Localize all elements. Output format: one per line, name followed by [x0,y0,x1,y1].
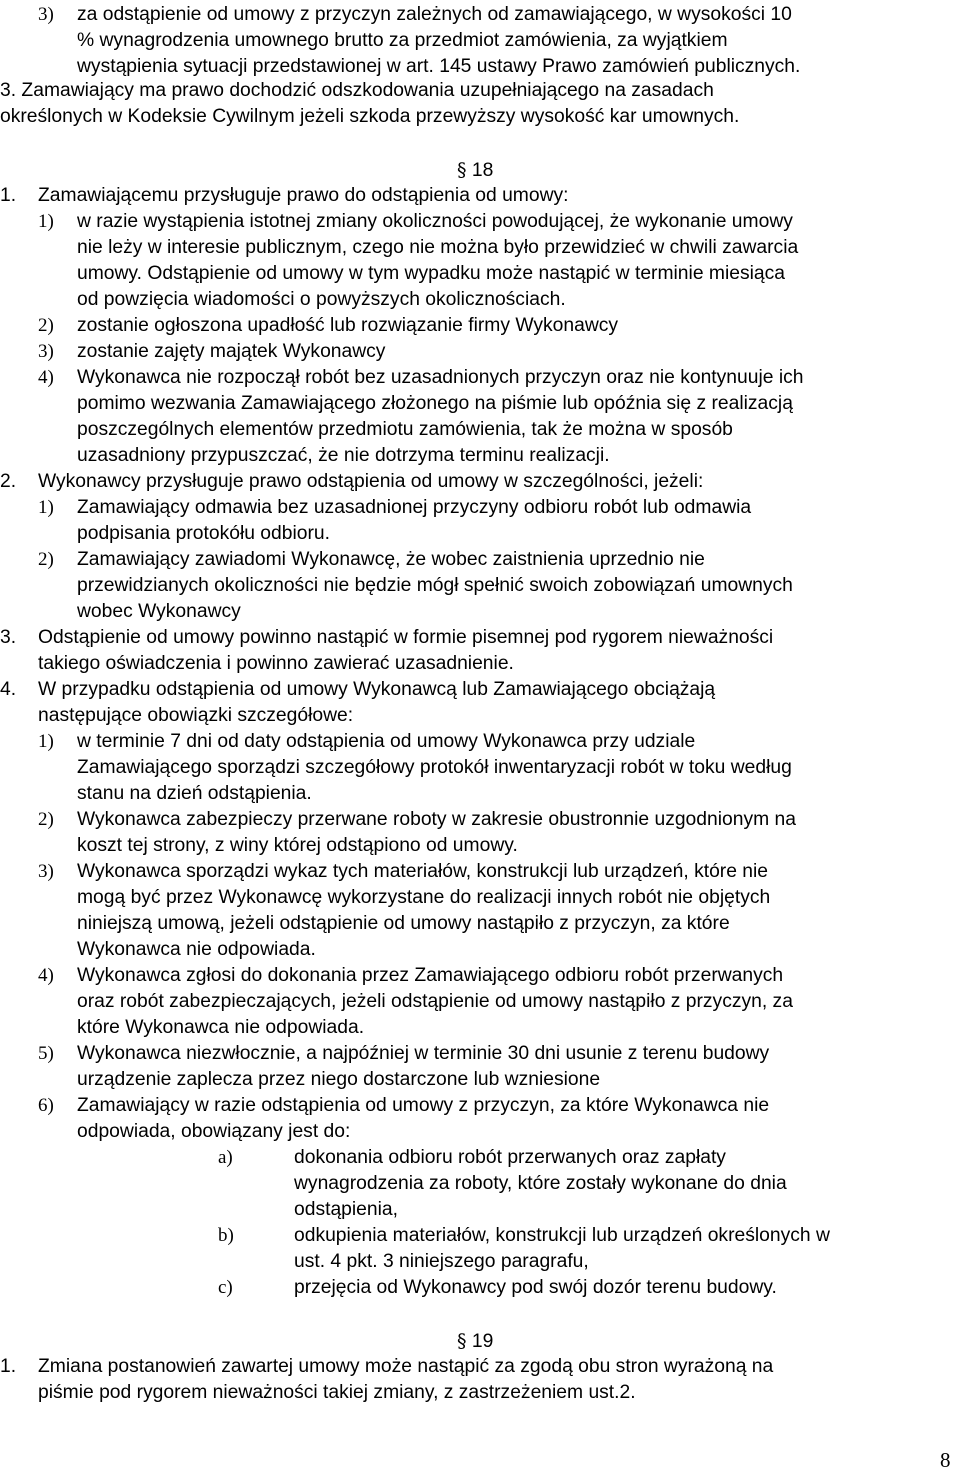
item-number: 4) [38,367,54,388]
paragraph-number: 3. [0,627,17,648]
item-number: 2) [38,549,54,570]
item-number: 1) [38,731,54,752]
item-text-line: wobec Wykonawcy [77,601,241,622]
item-text-line: Wykonawca niezwłocznie, a najpóźniej w terminie 30 dni usunie z terenu budowy [77,1043,770,1064]
paragraph-line: W przypadku odstąpienia od umowy Wykonawcą lub Zamawiającego obciążają [38,679,716,700]
item-text-line: przewidzianych okoliczności nie będzie mógł spełnić swoich zobowiązań umownych [77,575,793,596]
item-text-line: odpowiada, obowiązany jest do: [77,1121,351,1142]
section-number: 19 [471,1331,494,1352]
section-heading [457,157,493,184]
item-number: 1) [38,211,54,232]
item-number: 3) [38,4,54,25]
item-text-line: urządzenie zaplecza przez niego dostarczone lub wzniesione [77,1069,601,1090]
item-number: 3) [38,861,54,882]
item-text-line: nie leży w interesie publicznym, czego nie można było przewidzieć w chwili zawarcia [77,237,799,258]
subitem-letter: a) [218,1147,233,1168]
subitem-letter: b) [218,1225,234,1246]
section-heading [457,1328,493,1355]
item-text-line: w terminie 7 dni od daty odstąpienia od umowy Wykonawca przy udziale [77,731,696,752]
subitem-text-line: odstąpienia, [294,1199,398,1220]
item-text-line: za odstąpienie od umowy z przyczyn zależnych od zamawiającego, w wysokości 10 [77,4,792,25]
paragraph-number: 1. [0,185,17,206]
item-text-line: mogą być przez Wykonawcę wykorzystane do realizacji innych robót nie objętych [77,887,771,908]
paragraph-line: Zmiana postanowień zawartej umowy może nastąpić za zgodą obu stron wyrażoną na [38,1356,774,1377]
item-text-line: od powzięcia wiadomości o powyższych okolicznościach. [77,289,566,310]
page-number: 8 [940,1448,951,1472]
paragraph-line: określonych w Kodeksie Cywilnym jeżeli szkoda przewyższy wysokość kar umownych. [0,106,740,127]
item-text-line: % wynagrodzenia umownego brutto za przedmiot zamówienia, za wyjątkiem [77,30,728,51]
section-symbol: § [457,1330,467,1352]
subitem-letter: c) [218,1277,233,1298]
item-text-line: zostanie zajęty majątek Wykonawcy [77,341,386,362]
item-number: 1) [38,497,54,518]
item-text-line: koszt tej strony, z winy której odstąpiono od umowy. [77,835,518,856]
paragraph-line: 3. Zamawiający ma prawo dochodzić odszkodowania uzupełniającego na zasadach [0,80,714,101]
item-text-line: wystąpienia sytuacji przedstawionej w art. 145 ustawy Prawo zamówień publicznych. [77,56,801,77]
item-text-line: Wykonawca nie odpowiada. [77,939,316,960]
section-symbol: § [457,159,467,181]
paragraph-number: 2. [0,471,17,492]
paragraph-line: takiego oświadczenia i powinno zawierać uzasadnienie. [38,653,514,674]
item-text-line: oraz robót zabezpieczających, jeżeli odstąpienie od umowy nastąpiło z przyczyn, za [77,991,793,1012]
paragraph-number: 1. [0,1356,17,1377]
item-number: 2) [38,315,54,336]
paragraph-line: następujące obowiązki szczegółowe: [38,705,354,726]
item-text-line: uzasadniony przypuszczać, że nie dotrzyma terminu realizacji. [77,445,610,466]
item-text-line: Wykonawca zabezpieczy przerwane roboty w zakresie obustronnie uzgodnionym na [77,809,796,830]
subitem-text-line: dokonania odbioru robót przerwanych oraz zapłaty [294,1147,726,1168]
item-text-line: które Wykonawca nie odpowiada. [77,1017,365,1038]
item-text-line: pomimo wezwania Zamawiającego złożonego na piśmie lub opóźnia się z realizacją [77,393,793,414]
paragraph-line: Odstąpienie od umowy powinno nastąpić w formie pisemnej pod rygorem nieważności [38,627,774,648]
paragraph-text: Zamawiającemu przysługuje prawo do odstąpienia od umowy: [38,185,569,206]
item-text-line: Wykonawca zgłosi do dokonania przez Zamawiającego odbioru robót przerwanych [77,965,784,986]
item-text-line: stanu na dzień odstąpienia. [77,783,312,804]
paragraph-text: Wykonawcy przysługuje prawo odstąpienia od umowy w szczególności, jeżeli: [38,471,704,492]
item-text-line: Zamawiający zawiadomi Wykonawcę, że wobec zaistnienia uprzednio nie [77,549,705,570]
item-number: 3) [38,341,54,362]
item-number: 5) [38,1043,54,1064]
item-number: 4) [38,965,54,986]
item-number: 6) [38,1095,54,1116]
item-text-line: podpisania protokółu odbioru. [77,523,330,544]
subitem-text-line: odkupienia materiałów, konstrukcji lub urządzeń określonych w [294,1225,830,1246]
item-text-line: niniejszą umową, jeżeli odstąpienie od umowy nastąpiło z przyczyn, za które [77,913,730,934]
subitem-text-line: przejęcia od Wykonawcy pod swój dozór terenu budowy. [294,1277,777,1298]
item-text-line: Zamawiającego sporządzi szczegółowy protokół inwentaryzacji robót w toku według [77,757,792,778]
section-number: 18 [471,160,494,181]
item-text-line: w razie wystąpienia istotnej zmiany okoliczności powodującej, że wykonanie umowy [77,211,793,232]
item-text-line: Wykonawca sporządzi wykaz tych materiałów, konstrukcji lub urządzeń, które nie [77,861,769,882]
item-text-line: Zamawiający odmawia bez uzasadnionej przyczyny odbioru robót lub odmawia [77,497,752,518]
item-text-line: poszczególnych elementów przedmiotu zamówienia, tak że można w sposób [77,419,733,440]
item-number: 2) [38,809,54,830]
paragraph-number: 4. [0,679,17,700]
subitem-text-line: wynagrodzenia za roboty, które zostały wykonane do dnia [294,1173,787,1194]
item-text-line: Wykonawca nie rozpoczął robót bez uzasadnionych przyczyn oraz nie kontynuuje ich [77,367,804,388]
item-text-line: zostanie ogłoszona upadłość lub rozwiązanie firmy Wykonawcy [77,315,619,336]
subitem-text-line: ust. 4 pkt. 3 niniejszego paragrafu, [294,1251,589,1272]
item-text-line: umowy. Odstąpienie od umowy w tym wypadku może nastąpić w terminie miesiąca [77,263,785,284]
paragraph-line: piśmie pod rygorem nieważności takiej zmiany, z zastrzeżeniem ust.2. [38,1382,636,1403]
item-text-line: Zamawiający w razie odstąpienia od umowy z przyczyn, za które Wykonawca nie [77,1095,770,1116]
